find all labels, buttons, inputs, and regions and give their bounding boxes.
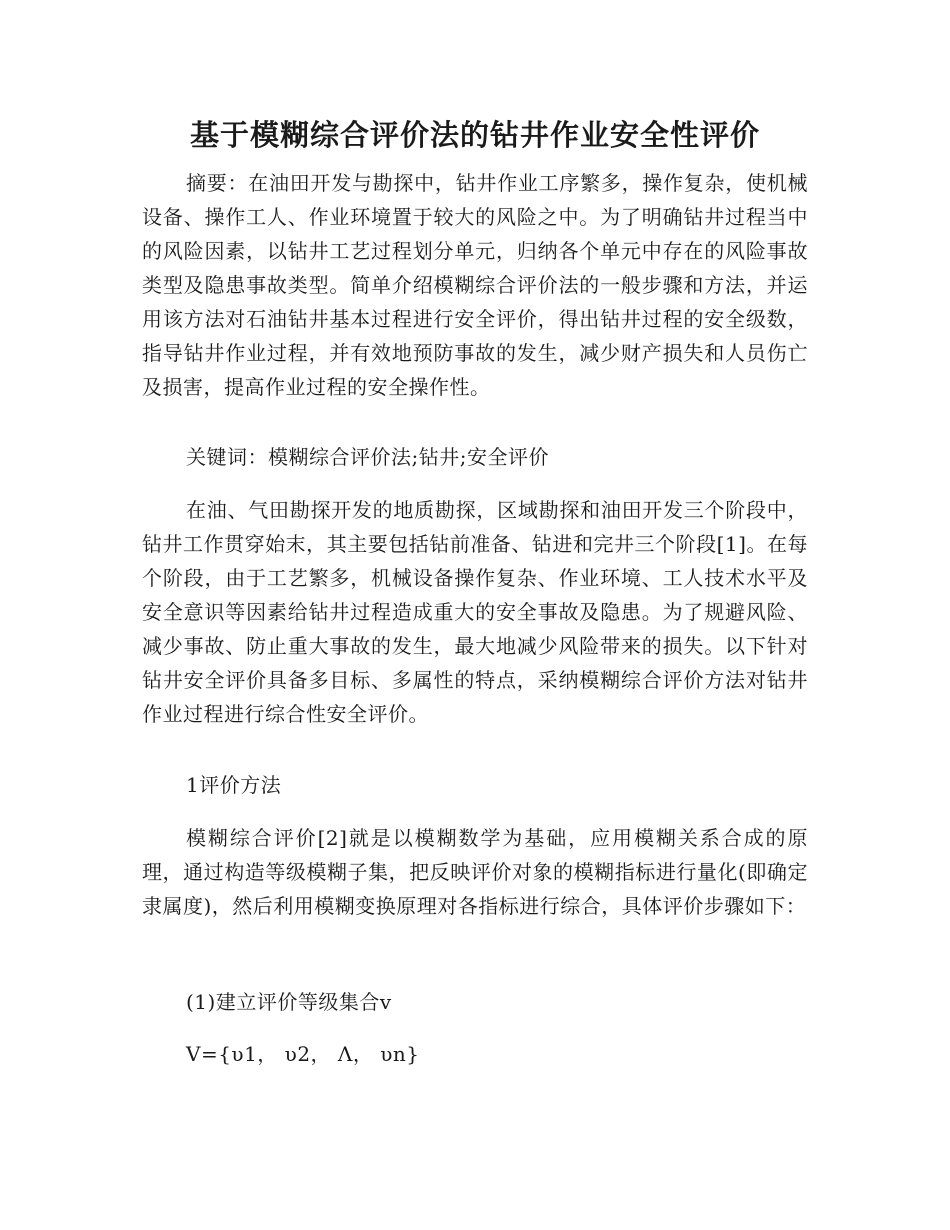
section-heading: 1评价方法 — [186, 773, 282, 797]
abstract-paragraph: 摘要：在油田开发与勘探中，钻井作业工序繁多，操作复杂，使机械设备、操作工人、作业环境置于较大的风险之中。为了明确钻井过程当中的风险因素，以钻井工艺过程划分单元，归纳各个单元中存在的风险事故类型及隐患事故类型。简单介绍模糊综合评价法的一般步骤和方法，并运用该方法对石油钻井基本过程进行安全评价，得出钻井过程的安全级数，指导钻井作业过程，并有效地预防事故的发生，减少财产损失和人员伤亡及损害，提高作业过程的安全操作性。 — [142, 171, 808, 399]
step-one-paragraph: (1)建立评价等级集合v — [186, 990, 392, 1014]
document-title: 基于模糊综合评价法的钻井作业安全性评价 — [189, 118, 760, 152]
formula-line: V={υ1， υ2， Λ， υn} — [186, 1042, 420, 1066]
method-paragraph: 模糊综合评价[2]就是以模糊数学为基础，应用模糊关系合成的原理，通过构造等级模糊子集，把反映评价对象的模糊指标进行量化(即确定隶属度)，然后利用模糊变换原理对各指标进行综合，具体评价步骤如下： — [142, 826, 808, 918]
intro-paragraph: 在油、气田勘探开发的地质勘探，区域勘探和油田开发三个阶段中，钻井工作贯穿始末，其主要包括钻前准备、钻进和完井三个阶段[1]。在每个阶段，由于工艺繁多，机械设备操作复杂、作业环境、工人技术水平及安全意识等因素给钻井过程造成重大的安全事故及隐患。为了规避风险、减少事故、防止重大事故的发生，最大地减少风险带来的损失。以下针对钻井安全评价具备多目标、多属性的特点，采纳模糊综合评价方法对钻井作业过程进行综合性安全评价。 — [142, 498, 808, 726]
keywords-paragraph: 关键词：模糊综合评价法;钻井;安全评价 — [186, 445, 549, 469]
